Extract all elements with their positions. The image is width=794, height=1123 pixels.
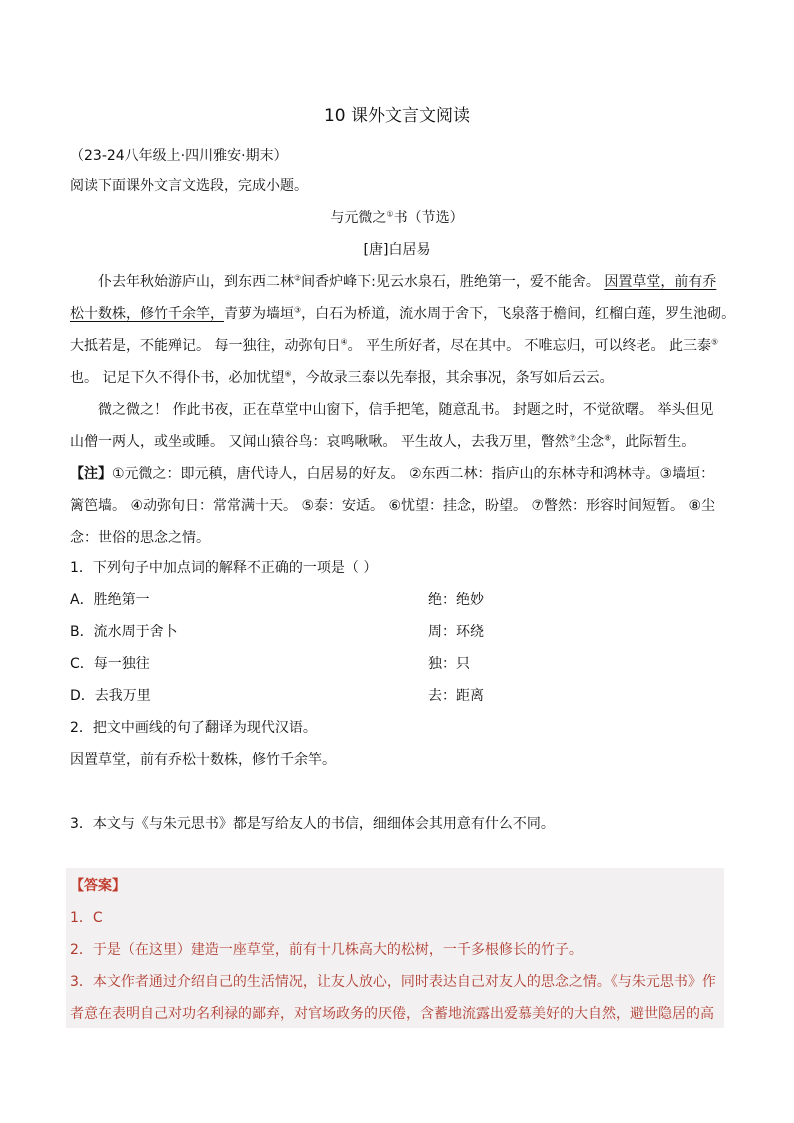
passage-text: 尘念 <box>576 434 605 450</box>
underlined-sentence: 松十数株，修竹千余竿， <box>70 306 224 322</box>
option-c-explanation: 独：只 <box>428 656 470 672</box>
notes-line: 念：世俗的思念之情。 <box>70 530 210 546</box>
answer-3-line: 者意在表明自己对功名利禄的鄙弃，对官场政务的厌倦，含蓄地流露出爱慕美好的大自然，避世隐居的高 <box>70 1006 714 1022</box>
footnote-marker: ① <box>386 209 394 219</box>
footnote-marker: ⑥ <box>284 369 292 379</box>
question-2: 2．把文中画线的句了翻译为现代汉语。 <box>70 720 317 736</box>
option-b-explanation: 周：环绕 <box>428 624 484 640</box>
footnote-marker: ⑦ <box>568 433 577 443</box>
option-a: A．胜绝第一 <box>70 592 150 608</box>
notes-line <box>70 464 724 484</box>
footnote-marker: ② <box>294 273 302 283</box>
notes-label: 【注】 <box>70 466 112 482</box>
answer-3-line: 3．本文作者通过介绍自己的生活情况，让友人放心，同时表达自己对友人的思念之情。《与朱元思书》作 <box>70 974 716 990</box>
passage-text: ，白石为桥道，流水周于舍下，飞泉落于檐间，红榴白莲，罗生池砌。 <box>301 306 736 322</box>
passage-line <box>70 368 724 388</box>
essay-title-end: 书（节选） <box>393 210 464 226</box>
passage-text: 山僧一两人，或坐或睡。 又闻山猿谷鸟：哀鸣啾啾。 平生故人，去我万里，瞥然 <box>70 434 569 450</box>
passage-text: ，此际暂生。 <box>611 434 696 450</box>
option-b: B．流水周于舍卜 <box>70 624 178 640</box>
passage-line <box>70 336 724 356</box>
passage-line: 微之微之！ 作此书夜，正在草堂中山窗下，信手把笔，随意乱书。 封题之时，不觉欲曙。 举头但见 <box>98 402 714 418</box>
essay-title-main: 与元微之 <box>330 210 387 226</box>
passage-text: 仆去年秋始游庐山，到东西二林 <box>98 274 294 290</box>
passage-line <box>70 432 724 452</box>
underlined-sentence: 因置草堂，前有乔 <box>604 274 717 290</box>
answer-label: 【答案】 <box>70 878 126 894</box>
footnote-marker: ⑤ <box>710 337 719 347</box>
passage-text: 大抵若是，不能殚记。 每一独往，动弥旬日 <box>70 338 341 354</box>
question-source: （23-24八年级上·四川雅安·期末） <box>70 148 288 164</box>
passage-text: 也。 记足下久不得仆书，必加忧望 <box>70 370 285 386</box>
footnote-marker: ⑧ <box>604 433 612 443</box>
page-title: 10 课外文言文阅读 <box>323 106 471 126</box>
footnote-marker: ④ <box>340 337 348 347</box>
instruction-text: 阅读下面课外文言文选段，完成小题。 <box>70 178 308 194</box>
option-d-explanation: 去：距离 <box>428 688 484 704</box>
question-3: 3．本文与《与朱元思书》都是写给友人的书信，细细体会其用意有什么不同。 <box>70 816 555 832</box>
option-c: C．每一独往 <box>70 656 150 672</box>
option-a-explanation: 绝：绝妙 <box>428 592 484 608</box>
passage-line <box>70 272 724 292</box>
essay-author: [唐]白居易 <box>363 242 431 258</box>
notes-line: 篱笆墙。 ④动弥旬日：常常满十天。 ⑤泰：安适。 ⑥忧望：挂念，盼望。 ⑦瞥然：形容时间短暂。 ⑧尘 <box>70 498 716 514</box>
answer-2: 2．于是（在这里）建造一座草堂，前有十几株高大的松树，一千多根修长的竹子。 <box>70 942 583 958</box>
passage-line <box>70 304 736 324</box>
passage-text: 青萝为墙垣 <box>224 306 294 322</box>
passage-text: 。 平生所好者，尽在其中。 不唯忘归，可以终老。 此三泰 <box>347 338 711 354</box>
question-2-sentence: 因置草堂，前有乔松十数株，修竹千余竿。 <box>70 752 336 768</box>
footnote-marker: ③ <box>294 305 302 315</box>
answer-1: 1．C <box>70 910 103 926</box>
question-1: 1．下列句子中加点词的解释不正确的一项是（ ） <box>70 560 378 576</box>
essay-title <box>0 208 794 228</box>
passage-text: 间香炉峰下:见云水泉石，胜绝第一，爱不能舍。 <box>301 274 605 290</box>
notes-text: ①元微之：即元稹，唐代诗人，白居易的好友。 ②东西二林：指庐山的东林寺和鸿林寺。③墙垣： <box>112 466 715 482</box>
option-d: D．去我万里 <box>70 688 151 704</box>
passage-text: ，今故录三泰以先奉报，其余事况，条写如后云云。 <box>291 370 614 386</box>
